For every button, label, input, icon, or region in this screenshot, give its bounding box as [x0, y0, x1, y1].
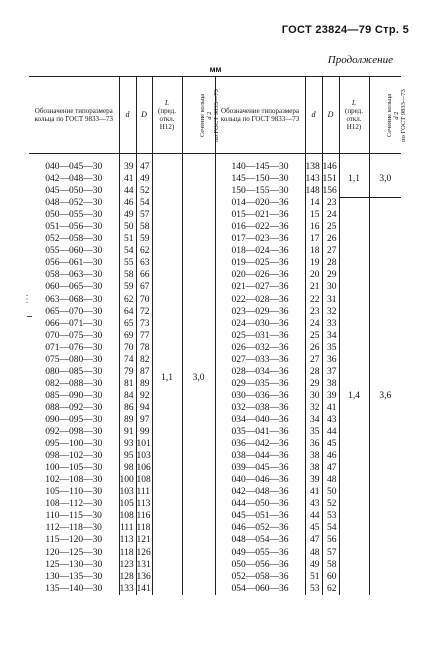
- D-cell: 111: [136, 487, 151, 498]
- d-cell: 143: [305, 173, 322, 185]
- designation-cell: 019—025—36: [215, 257, 305, 269]
- D-cell: 53: [322, 510, 339, 522]
- designation-cell: 023—029—36: [215, 306, 305, 318]
- d-cell: 38: [305, 450, 322, 462]
- D-cell: 45: [322, 438, 339, 450]
- d-cell: 26: [305, 342, 322, 354]
- d-cell: 15: [305, 209, 322, 221]
- D-cell: 67: [136, 281, 152, 293]
- d-cell: 22: [305, 294, 322, 306]
- designation-cell: 065—070—30: [45, 306, 103, 317]
- d-cell: 39: [119, 154, 136, 174]
- D-cell: 62: [136, 245, 152, 257]
- designation-cell: 050—056—36: [215, 559, 305, 571]
- d-cell: 17: [305, 233, 322, 245]
- designation-cell: 075—080—30: [45, 354, 103, 365]
- D-cell: 38: [322, 378, 339, 390]
- D-cell: 92: [136, 390, 152, 402]
- designation-cell: 102—108—30: [45, 475, 103, 486]
- designation-cell: 049—055—36: [215, 547, 305, 559]
- designation-cell: 090—095—30: [45, 415, 103, 425]
- designation-cell: 045—051—36: [215, 510, 305, 522]
- designation-cell: 058—063—30: [45, 270, 103, 281]
- D-cell: 66: [136, 269, 152, 281]
- designation-cell: 070—075—30: [45, 330, 103, 341]
- header-L-right: L (пред. откл. H12): [339, 77, 369, 154]
- designation-cell: 055—060—30: [45, 246, 103, 257]
- designation-cell: 095—100—30: [45, 439, 103, 450]
- d-cell: 27: [305, 354, 322, 366]
- d-cell: 58: [119, 269, 136, 281]
- designation-cell: 024—030—36: [215, 318, 305, 330]
- d-cell: 54: [119, 245, 136, 257]
- designation-cell: 048—054—36: [215, 534, 305, 546]
- d-cell: 133: [119, 583, 136, 595]
- designation-cell: 150—155—30: [215, 185, 305, 197]
- designation-cell: 027—033—36: [215, 354, 305, 366]
- d-cell: 62: [119, 294, 136, 306]
- margin-mark: ⋮: [22, 294, 32, 305]
- D-cell: 50: [322, 486, 339, 498]
- D-cell: 121: [136, 535, 151, 546]
- d-cell: 23: [305, 306, 322, 318]
- d-cell: 44: [305, 510, 322, 522]
- D-cell: 99: [136, 426, 152, 438]
- D-cell: 54: [136, 197, 152, 209]
- d-cell: 74: [119, 354, 136, 366]
- d-cell: 28: [305, 366, 322, 378]
- d-cell: 123: [119, 559, 136, 571]
- d-cell: 105: [119, 498, 136, 510]
- d-cell: 50: [119, 221, 136, 233]
- designation-cell: 071—076—30: [45, 342, 103, 353]
- L-value-right-top: 1,1: [339, 154, 369, 198]
- D-cell: 28: [322, 257, 339, 269]
- D-cell: 46: [322, 450, 339, 462]
- D-cell: 58: [136, 221, 152, 233]
- designation-cell: 054—060—36: [215, 583, 305, 595]
- designation-cell: 046—052—36: [215, 522, 305, 534]
- D-cell: 89: [136, 378, 152, 390]
- designation-cell: 032—038—36: [215, 402, 305, 414]
- header-D-left: D: [136, 77, 152, 154]
- D-cell: 101: [136, 439, 151, 450]
- designation-cell: 040—046—36: [215, 474, 305, 486]
- d-cell: 64: [119, 306, 136, 318]
- D-cell: 82: [136, 354, 152, 366]
- D-cell: 41: [322, 402, 339, 414]
- d-cell: 86: [119, 402, 136, 414]
- designation-cell: 125—130—30: [45, 559, 103, 570]
- table-row: [29, 154, 401, 174]
- d-cell: 51: [119, 233, 136, 245]
- d-cell: 84: [119, 390, 136, 402]
- d-cell: 69: [119, 330, 136, 342]
- designation-cell: 112—118—30: [45, 523, 102, 534]
- designation-cell: 036—042—36: [215, 438, 305, 450]
- d-cell: 29: [305, 378, 322, 390]
- D-cell: 59: [136, 233, 152, 245]
- designation-cell: 030—036—36: [215, 390, 305, 402]
- d-cell: 21: [305, 281, 322, 293]
- d-cell: 148: [305, 185, 322, 197]
- D-cell: 62: [322, 583, 339, 595]
- d-cell: 113: [119, 534, 136, 546]
- designation-cell: 026—032—36: [215, 342, 305, 354]
- D-cell: 57: [136, 209, 152, 221]
- D-cell: 78: [136, 342, 152, 354]
- d-cell: 32: [305, 402, 322, 414]
- D-cell: 34: [322, 330, 339, 342]
- designation-cell: 140—145—30: [215, 154, 305, 174]
- section-value-left: 3,0: [182, 154, 215, 595]
- ring-size-table: [29, 76, 407, 595]
- d-cell: 36: [305, 438, 322, 450]
- designation-cell: 034—040—36: [215, 414, 305, 426]
- d-cell: 30: [305, 390, 322, 402]
- d-cell: 24: [305, 318, 322, 330]
- D-cell: 47: [136, 154, 152, 174]
- D-cell: 23: [322, 197, 339, 209]
- designation-cell: 052—058—30: [45, 234, 103, 245]
- d-cell: 19: [305, 257, 322, 269]
- d-cell: 100: [119, 474, 136, 486]
- units-label: мм: [209, 65, 222, 74]
- D-cell: 87: [136, 366, 152, 378]
- D-cell: 106: [136, 463, 151, 474]
- d-cell: 53: [305, 583, 322, 595]
- designation-cell: 056—061—30: [45, 258, 103, 269]
- D-cell: 37: [322, 366, 339, 378]
- D-cell: 136: [136, 571, 151, 582]
- D-cell: 35: [322, 342, 339, 354]
- designation-cell: 115—120—30: [45, 535, 103, 546]
- D-cell: 58: [322, 559, 339, 571]
- D-cell: 25: [322, 221, 339, 233]
- d-cell: 65: [119, 318, 136, 330]
- D-cell: 54: [322, 522, 339, 534]
- D-cell: 141: [136, 583, 151, 594]
- d-cell: 98: [119, 462, 136, 474]
- D-cell: 131: [136, 559, 151, 570]
- designation-cell: 098—102—30: [45, 451, 103, 462]
- designation-cell: 063—068—30: [45, 294, 103, 305]
- designation-cell: 050—055—30: [45, 210, 103, 221]
- d-cell: 108: [119, 510, 136, 522]
- designation-cell: 038—044—36: [215, 450, 305, 462]
- margin-tick: [27, 316, 32, 317]
- D-cell: 52: [322, 498, 339, 510]
- designation-cell: 110—115—30: [45, 511, 102, 522]
- d-cell: 14: [305, 197, 322, 209]
- D-cell: 156: [322, 185, 339, 197]
- D-cell: 26: [322, 233, 339, 245]
- d-cell: 70: [119, 342, 136, 354]
- continuation-label: Продолжение: [327, 54, 393, 66]
- header-row: [29, 77, 401, 154]
- designation-cell: 040—045—30: [45, 162, 103, 173]
- header-d-right: d: [305, 77, 322, 154]
- d-cell: 59: [119, 281, 136, 293]
- D-cell: 29: [322, 269, 339, 281]
- designation-cell: 021—027—36: [215, 281, 305, 293]
- d-cell: 93: [119, 438, 136, 450]
- D-cell: 60: [322, 571, 339, 583]
- d-cell: 89: [119, 414, 136, 426]
- designation-cell: 018—024—36: [215, 245, 305, 257]
- header-section-left: Сечение кольца d 2 по ГОСТ 9833—73: [182, 77, 215, 154]
- table-row: [29, 197, 401, 209]
- designation-cell: 066—071—30: [45, 318, 103, 329]
- designation-cell: 045—050—30: [45, 186, 103, 197]
- D-cell: 49: [136, 173, 152, 185]
- L-value-left: 1,1: [152, 154, 182, 595]
- designation-cell: 135—140—30: [45, 583, 103, 594]
- D-cell: 113: [136, 499, 151, 510]
- designation-cell: 039—045—36: [215, 462, 305, 474]
- designation-cell: 025—031—36: [215, 330, 305, 342]
- d-cell: 81: [119, 378, 136, 390]
- d-cell: 39: [305, 474, 322, 486]
- d-cell: 16: [305, 221, 322, 233]
- D-cell: 48: [322, 474, 339, 486]
- designation-cell: 088—092—30: [45, 402, 103, 413]
- designation-cell: 020—026—36: [215, 269, 305, 281]
- D-cell: 116: [136, 511, 151, 522]
- D-cell: 73: [136, 318, 152, 330]
- D-cell: 30: [322, 281, 339, 293]
- D-cell: 63: [136, 257, 152, 269]
- header-D-right: D: [322, 77, 339, 154]
- d-cell: 25: [305, 330, 322, 342]
- designation-cell: 014—020—36: [215, 197, 305, 209]
- designation-cell: 051—056—30: [45, 222, 103, 233]
- D-cell: 126: [136, 547, 151, 558]
- d-cell: 48: [305, 547, 322, 559]
- designation-cell: 105—110—30: [45, 487, 103, 498]
- designation-cell: 035—041—36: [215, 426, 305, 438]
- header-L-left: L (пред. откл. H12): [152, 77, 182, 154]
- page-header: ГОСТ 23824—79 Стр. 5: [281, 24, 409, 36]
- designation-cell: 017—023—36: [215, 233, 305, 245]
- designation-cell: 060—065—30: [45, 282, 103, 293]
- d-cell: 45: [305, 522, 322, 534]
- D-cell: 97: [136, 414, 152, 426]
- d-cell: 95: [119, 450, 136, 462]
- designation-cell: 048—052—30: [45, 198, 103, 209]
- D-cell: 103: [136, 451, 151, 462]
- d-cell: 51: [305, 571, 322, 583]
- designation-cell: 130—135—30: [45, 571, 103, 582]
- designation-cell: 029—035—36: [215, 378, 305, 390]
- D-cell: 108: [136, 475, 151, 486]
- designation-cell: 080—085—30: [45, 366, 103, 377]
- D-cell: 32: [322, 306, 339, 318]
- d-cell: 38: [305, 462, 322, 474]
- d-cell: 118: [119, 547, 136, 559]
- D-cell: 24: [322, 209, 339, 221]
- header-d-left: d: [119, 77, 136, 154]
- designation-cell: 044—050—36: [215, 498, 305, 510]
- designation-cell: 042—048—30: [45, 174, 103, 185]
- L-value-right-bottom: 1,4: [339, 197, 369, 595]
- D-cell: 44: [322, 426, 339, 438]
- d-cell: 46: [119, 197, 136, 209]
- d-cell: 41: [119, 173, 136, 185]
- D-cell: 27: [322, 245, 339, 257]
- d-cell: 49: [119, 209, 136, 221]
- d-cell: 34: [305, 414, 322, 426]
- D-cell: 33: [322, 318, 339, 330]
- section-value-right-top: 3,0: [369, 154, 401, 198]
- header-section-right: Сечение кольца d 2 по ГОСТ 9833—73: [369, 77, 401, 154]
- designation-cell: 016—022—36: [215, 221, 305, 233]
- header-designation-left: Обозначение типоразмера кольца по ГОСТ 9833—73: [29, 77, 119, 154]
- designation-cell: 022—028—36: [215, 294, 305, 306]
- designation-cell: 145—150—30: [215, 173, 305, 185]
- designation-cell: 085—090—30: [45, 390, 103, 401]
- D-cell: 72: [136, 306, 152, 318]
- d-cell: 111: [119, 522, 136, 534]
- D-cell: 36: [322, 354, 339, 366]
- designation-cell: 120—125—30: [45, 547, 103, 558]
- d-cell: 128: [119, 571, 136, 583]
- d-cell: 79: [119, 366, 136, 378]
- D-cell: 146: [322, 154, 339, 174]
- designation-cell: 028—034—36: [215, 366, 305, 378]
- designation-cell: 042—048—36: [215, 486, 305, 498]
- D-cell: 118: [136, 523, 151, 534]
- designation-cell: 015—021—36: [215, 209, 305, 221]
- d-cell: 41: [305, 486, 322, 498]
- d-cell: 20: [305, 269, 322, 281]
- d-cell: 138: [305, 154, 322, 174]
- D-cell: 77: [136, 330, 152, 342]
- d-cell: 49: [305, 559, 322, 571]
- header-designation-right: Обозначение типоразмера кольца по ГОСТ 9833—73: [215, 77, 305, 154]
- d-cell: 91: [119, 426, 136, 438]
- D-cell: 151: [322, 173, 339, 185]
- section-value-right-bottom: 3,6: [369, 197, 401, 595]
- designation-cell: 100—105—30: [45, 463, 103, 474]
- table-body: [29, 154, 401, 595]
- D-cell: 39: [322, 390, 339, 402]
- D-cell: 56: [322, 534, 339, 546]
- d-cell: 18: [305, 245, 322, 257]
- d-cell: 103: [119, 486, 136, 498]
- d-cell: 55: [119, 257, 136, 269]
- D-cell: 57: [322, 547, 339, 559]
- designation-cell: 052—058—36: [215, 571, 305, 583]
- d-cell: 47: [305, 534, 322, 546]
- designation-cell: 082—088—30: [45, 378, 103, 389]
- designation-cell: 092—098—30: [45, 427, 103, 438]
- d-cell: 43: [305, 498, 322, 510]
- d-cell: 35: [305, 426, 322, 438]
- D-cell: 52: [136, 185, 152, 197]
- D-cell: 31: [322, 294, 339, 306]
- d-cell: 44: [119, 185, 136, 197]
- D-cell: 70: [136, 294, 152, 306]
- D-cell: 47: [322, 462, 339, 474]
- designation-cell: 108—112—30: [45, 499, 103, 510]
- D-cell: 94: [136, 402, 152, 414]
- D-cell: 43: [322, 414, 339, 426]
